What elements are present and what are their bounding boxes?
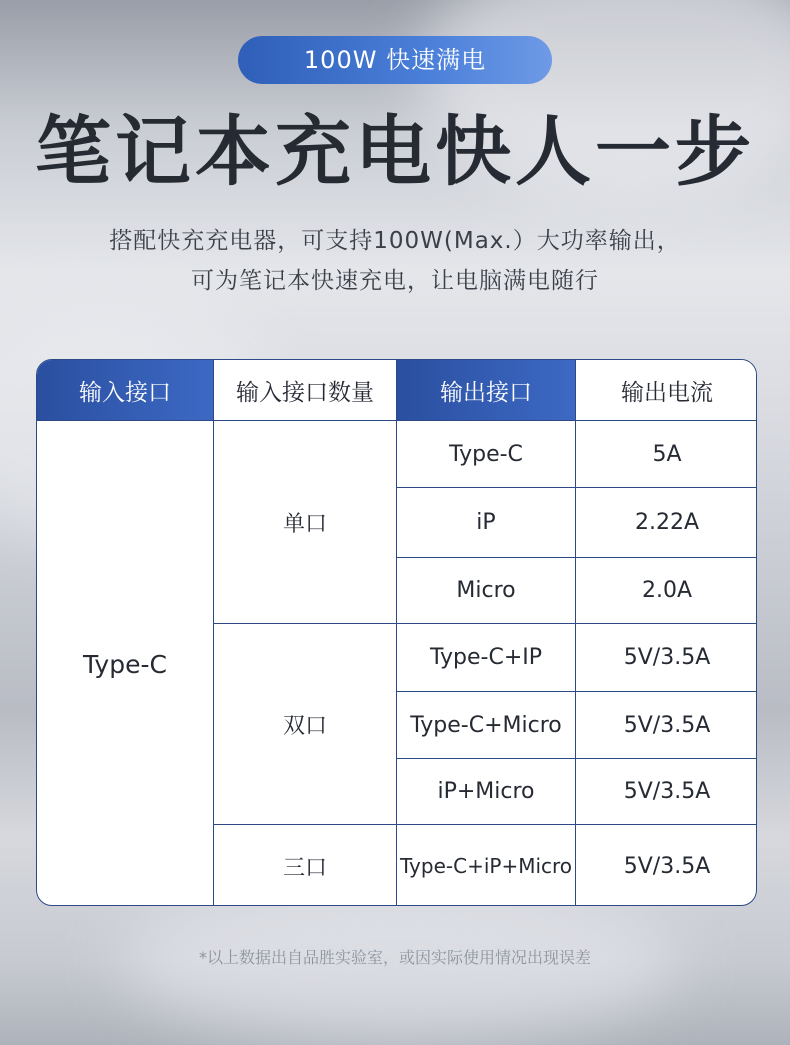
group-triple: 三口 <box>214 825 397 906</box>
output-port-cell: Type-C+Micro <box>397 692 576 759</box>
output-port-cell: Type-C+iP+Micro <box>397 825 576 906</box>
output-port-cell: iP+Micro <box>397 759 576 825</box>
subtitle-line-1: 搭配快充充电器，可支持100W(Max.）大功率输出， <box>109 228 681 254</box>
page-headline: 笔记本充电快人一步 <box>35 107 755 196</box>
input-port-cell: Type-C <box>37 421 214 906</box>
header-output-port: 输出接口 <box>397 360 576 421</box>
output-current-cell: 5A <box>576 421 757 488</box>
group-dual: 双口 <box>214 624 397 825</box>
output-current-cell: 5V/3.5A <box>576 624 757 692</box>
header-input-port: 输入接口 <box>37 360 214 421</box>
header-input-count: 输入接口数量 <box>214 360 397 421</box>
output-current-cell: 2.22A <box>576 488 757 558</box>
output-current-cell: 5V/3.5A <box>623 853 711 879</box>
output-port-cell: Type-C+IP <box>397 624 576 692</box>
group-single: 单口 <box>214 421 397 624</box>
feature-badge: 100W 快速满电 <box>238 36 552 84</box>
header-output-current: 输出电流 <box>576 360 757 421</box>
output-current-cell: 5V/3.5A <box>576 759 757 825</box>
output-current-cell: 2.0A <box>576 558 757 624</box>
disclaimer-footnote: *以上数据出自品胜实验室，或因实际使用情况出现误差 <box>198 948 591 967</box>
output-port-cell: Micro <box>397 558 576 624</box>
spec-table <box>36 359 757 906</box>
output-port-cell: iP <box>397 488 576 558</box>
subtitle-line-2: 可为笔记本快速充电，让电脑满电随行 <box>191 268 599 294</box>
output-current-cell: 5V/3.5A <box>576 692 757 759</box>
output-port-cell: Type-C <box>397 421 576 488</box>
